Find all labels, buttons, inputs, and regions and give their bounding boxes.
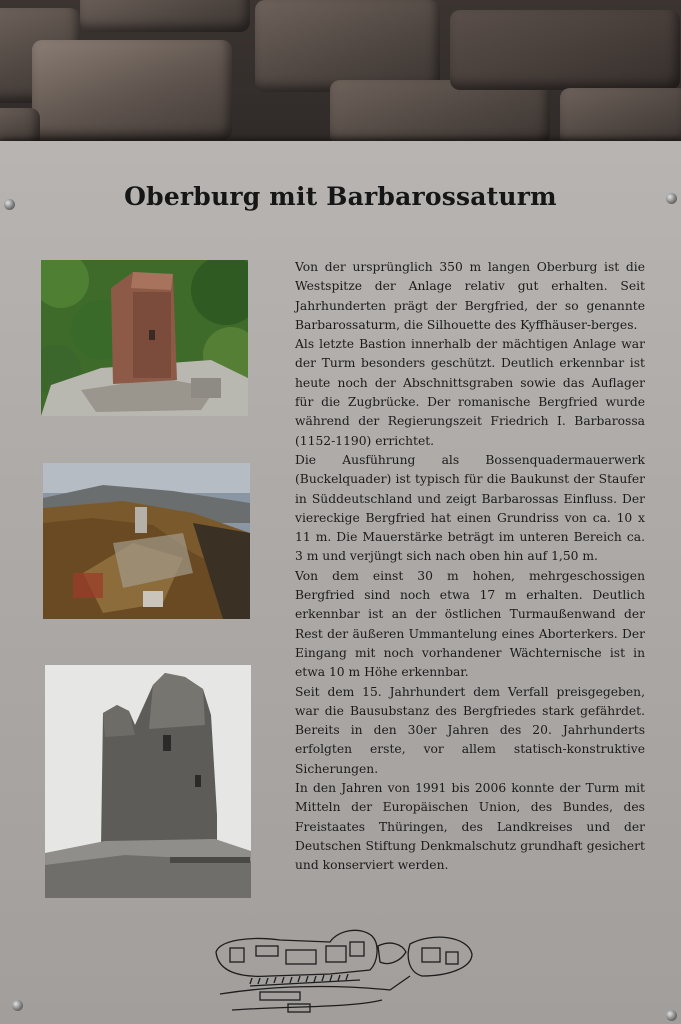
photo-castle-landscape-image	[43, 463, 250, 619]
sign-paragraph: Von der ursprünglich 350 m langen Oberburg ist die Westspitze der Anlage relativ gut erhalten. Seit Jahrhunderten prägt der Bergfried, der so genannte Barbarossaturm, die Silhouette des Kyffhäuser-berges.	[295, 260, 645, 332]
stone-wall	[0, 0, 681, 150]
wall-stone	[32, 40, 232, 140]
wall-stone	[560, 88, 681, 146]
photo-tower-aerial-image	[41, 260, 248, 416]
photo-tower-ruin	[45, 665, 251, 898]
wall-stone	[80, 0, 250, 32]
sign-paragraph: Seit dem 15. Jahrhundert dem Verfall preisgegeben, war die Bausubstanz des Bergfriedes stark gefährdet. Bereits in den 30er Jahren des 20. Jahrhunderts erfolgten erste, vor allem statisch-konstruktive Sicherungen.	[295, 684, 645, 776]
castle-floor-plan	[210, 922, 480, 1024]
wall-stone	[450, 10, 680, 90]
sign-paragraph: In den Jahren von 1991 bis 2006 konnte der Turm mit Mitteln der Europäischen Union, des Bundes, des Freistaates Thüringen, des Landkreises und der Deutschen Stiftung Denkmalschutz grundhaft gesichert und konserviert werden.	[295, 781, 645, 873]
screw-icon	[666, 1010, 677, 1021]
sign-body-text	[295, 258, 645, 876]
sign-paragraph: Die Ausführung als Bossenquadermauerwerk (Buckelquader) ist typisch für die Baukunst der Staufer in Süddeutschland und zeigt Barbarossas Einfluss. Der viereckige Bergfried hat einen Grundriss von ca. 10 x 11 m. Die Mauerstärke beträgt im unteren Bereich ca. 3 m und verjüngt sich nach oben hin auf 1,50 m.	[295, 452, 645, 564]
castle-plan-drawing	[210, 922, 480, 1022]
photo-castle-landscape	[43, 463, 250, 619]
sign-paragraph: Als letzte Bastion innerhalb der mächtigen Anlage war der Turm besonders geschützt. Deutlich erkennbar ist heute noch der Abschnittsgraben sowie das Auflager für die Zugbrücke. Der romanische Bergfried wurde während der Regierungszeit Friedrich I. Barbarossa (1152-1190) errichtet.	[295, 337, 645, 448]
photo-tower-ruin-image	[45, 665, 251, 898]
sign-paragraph: Von dem einst 30 m hohen, mehrgeschossigen Bergfried sind noch etwa 17 m erhalten. Deutlich erkennbar ist an der östlichen Turmaußenwand der Rest der äußeren Ummantelung eines Aborterkers. Der Eingang mit noch vorhandener Wächternische ist in etwa 10 m Höhe erkennbar.	[295, 568, 645, 680]
photo-tower-aerial	[41, 260, 248, 416]
wall-stone	[255, 0, 440, 92]
screw-icon	[12, 1000, 23, 1011]
sign-title: Oberburg mit Barbarossaturm	[124, 182, 557, 211]
